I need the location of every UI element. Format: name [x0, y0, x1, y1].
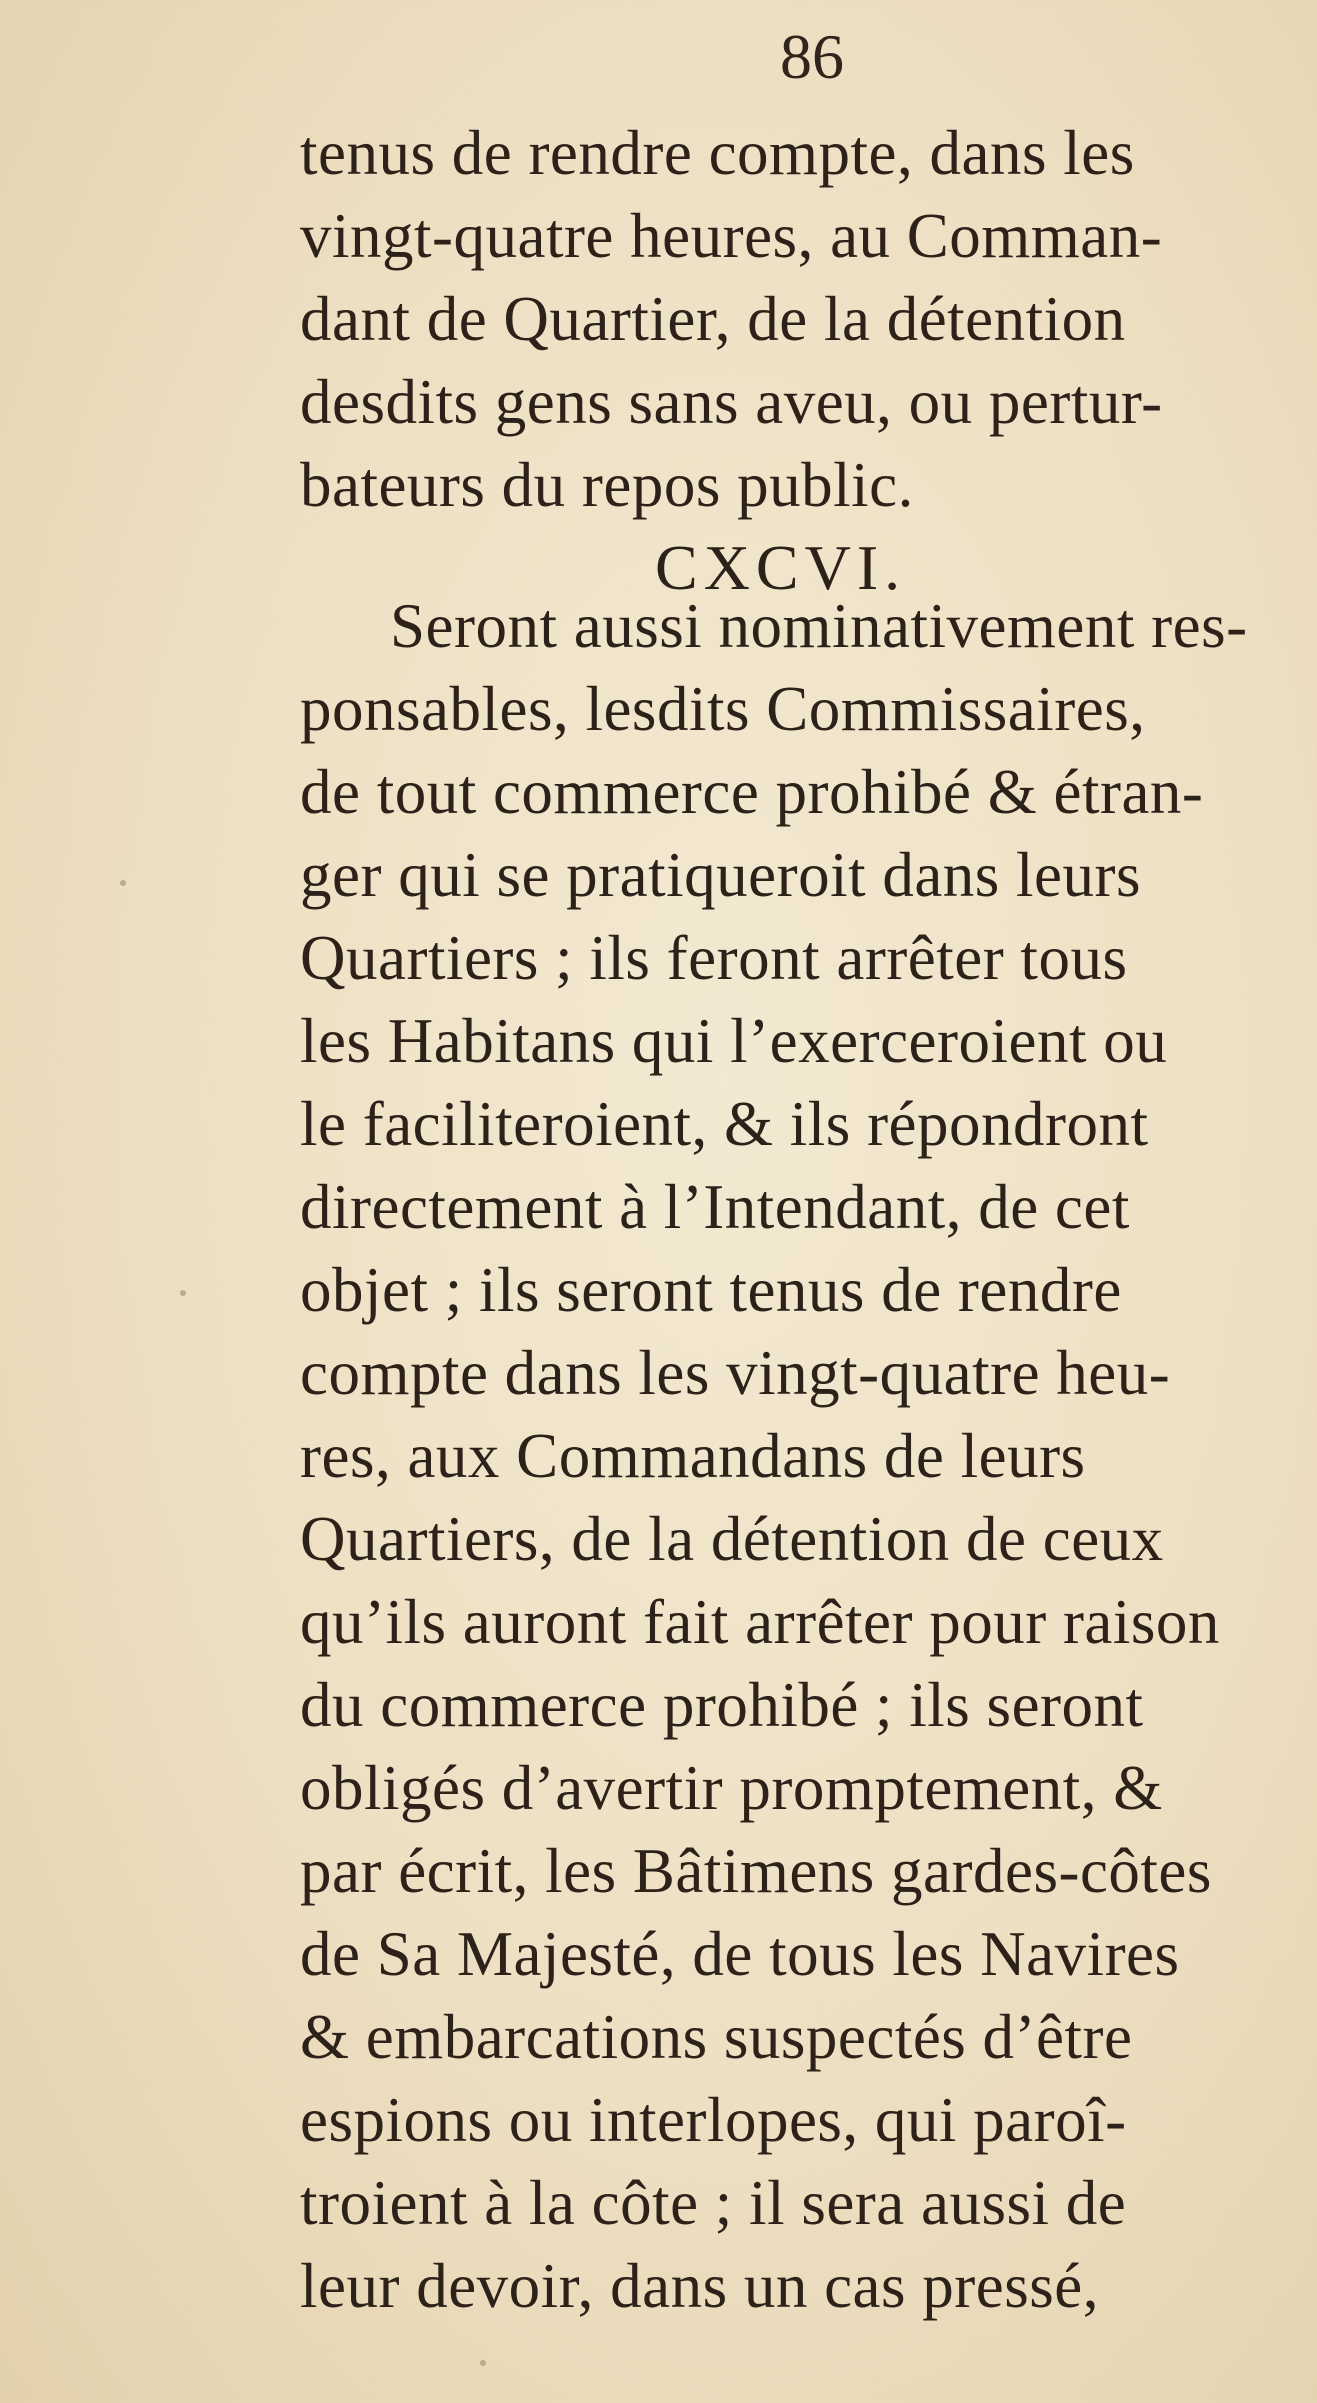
text-line: Quartiers, de la détention de ceux — [300, 1504, 1164, 1574]
text-line: obligés d’avertir promptement, & — [300, 1753, 1163, 1823]
text-line: objet ; ils seront tenus de rendre — [300, 1255, 1122, 1325]
text-line: espions ou interlopes, qui paroî- — [300, 2085, 1127, 2155]
text-line: directement à l’Intendant, de cet — [300, 1172, 1130, 1242]
text-line: desdits gens sans aveu, ou pertur- — [300, 367, 1163, 437]
text-line: tenus de rendre compte, dans les — [300, 118, 1135, 188]
text-line: ponsables, lesdits Commissaires, — [300, 674, 1146, 744]
text-line: les Habitans qui l’exerceroient ou — [300, 1006, 1168, 1076]
text-line: de tout commerce prohibé & étran- — [300, 757, 1204, 827]
text-line: qu’ils auront fait arrêter pour raison — [300, 1587, 1220, 1657]
text-line: troient à la côte ; il sera aussi de — [300, 2168, 1127, 2238]
paper-fleck — [180, 1290, 186, 1296]
paper-fleck — [480, 2360, 486, 2366]
text-line: du commerce prohibé ; ils seront — [300, 1670, 1144, 1740]
article-heading: CXCVI. — [655, 532, 907, 603]
text-line: ger qui se pratiqueroit dans leurs — [300, 840, 1142, 910]
page-number: 86 — [780, 21, 844, 92]
text-line: & embarcations suspectés d’être — [300, 2002, 1133, 2072]
text-line: leur devoir, dans un cas pressé, — [300, 2251, 1099, 2321]
text-line: Quartiers ; ils feront arrêter tous — [300, 923, 1128, 993]
paper-fleck — [120, 880, 126, 886]
text-line: compte dans les vingt-quatre heu- — [300, 1338, 1171, 1408]
text-line: le faciliteroient, & ils répondront — [300, 1089, 1149, 1159]
text-line: dant de Quartier, de la détention — [300, 284, 1126, 354]
text-line: bateurs du repos public. — [300, 450, 914, 520]
text-line: vingt-quatre heures, au Comman- — [300, 201, 1163, 271]
text-line: res, aux Commandans de leurs — [300, 1421, 1086, 1491]
text-line: par écrit, les Bâtimens gardes-côtes — [300, 1836, 1212, 1906]
paragraph-first-line: Seront aussi nominativement res- — [390, 591, 1248, 661]
text-line: de Sa Majesté, de tous les Navires — [300, 1919, 1180, 1989]
